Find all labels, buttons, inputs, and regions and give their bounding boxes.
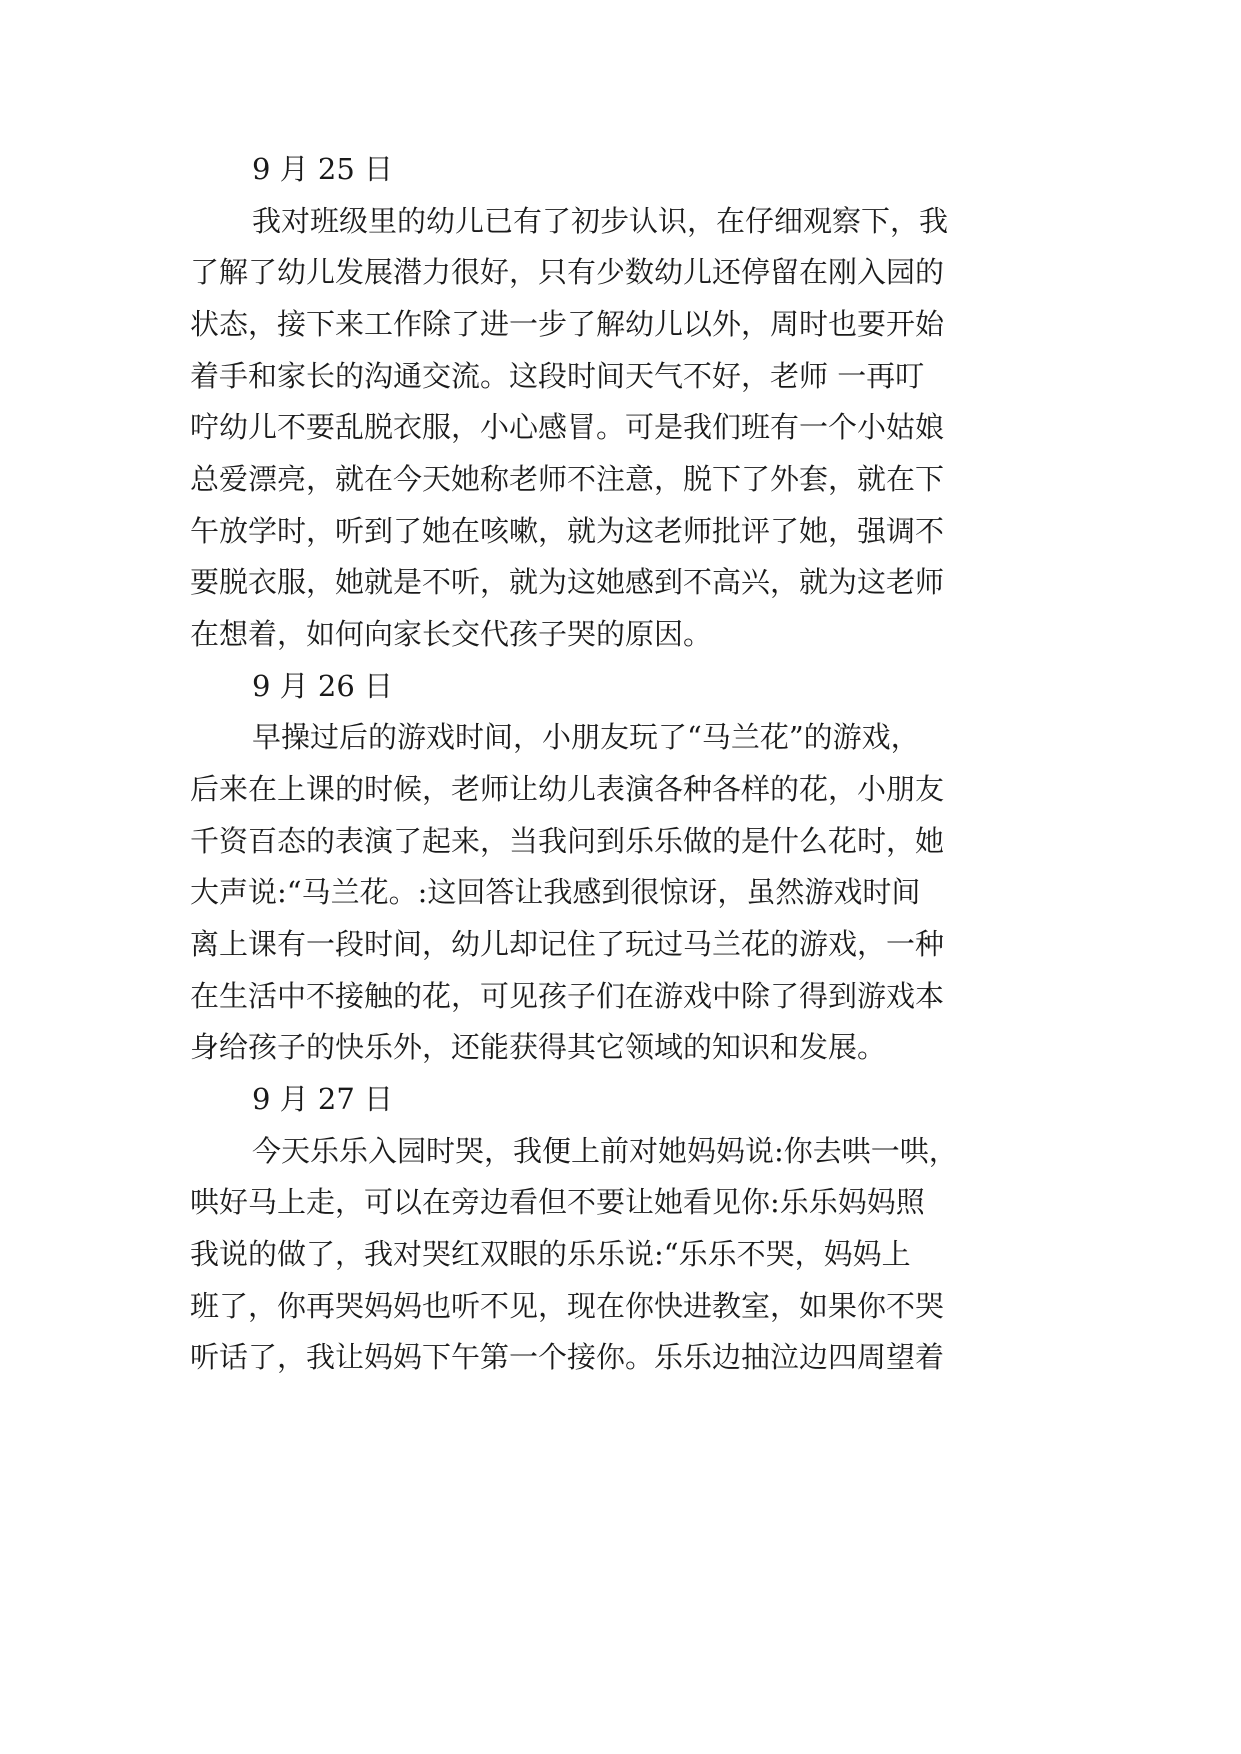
paragraph-line: 大声说:“马兰花。:这回答让我感到很惊讶，虽然游戏时间 [190,875,921,909]
paragraph-line: 在想着，如何向家长交代孩子哭的原因。 [190,617,713,651]
paragraph-line: 早操过后的游戏时间，小朋友玩了“马兰花”的游戏， [252,720,920,754]
paragraph-line: 状态，接下来工作除了进一步了解幼儿以外，周时也要开始 [190,307,945,341]
paragraph-line: 班了，你再哭妈妈也听不见，现在你快进教室，如果你不哭 [190,1289,945,1323]
entry-date: 9 月 25 日 [252,152,394,186]
paragraph-line: 要脱衣服，她就是不听，就为这她感到不高兴，就为这老师 [190,565,945,599]
paragraph-line: 总爱漂亮，就在今天她称老师不注意，脱下了外套，就在下 [190,462,945,496]
paragraph-line: 午放学时，听到了她在咳嗽，就为这老师批评了她，强调不 [190,514,945,548]
paragraph-line: 了解了幼儿发展潜力很好，只有少数幼儿还停留在刚入园的 [190,255,945,289]
paragraph-line: 身给孩子的快乐外，还能获得其它领域的知识和发展。 [190,1030,887,1064]
paragraph-line: 哄好马上走，可以在旁边看但不要让她看见你:乐乐妈妈照 [190,1185,925,1219]
paragraph-line: 离上课有一段时间，幼儿却记住了玩过马兰花的游戏，一种 [190,927,945,961]
paragraph-line: 听话了，我让妈妈下午第一个接你。乐乐边抽泣边四周望着 [190,1340,945,1374]
entry-date: 9 月 27 日 [252,1082,394,1116]
paragraph-line: 我对班级里的幼儿已有了初步认识，在仔细观察下，我 [252,204,949,238]
paragraph-line: 千资百态的表演了起来，当我问到乐乐做的是什么花时，她 [190,824,945,858]
paragraph-line: 咛幼儿不要乱脱衣服，小心感冒。可是我们班有一个小姑娘 [190,410,945,444]
paragraph-line: 我说的做了，我对哭红双眼的乐乐说:“乐乐不哭，妈妈上 [190,1237,911,1271]
paragraph-line: 后来在上课的时候，老师让幼儿表演各种各样的花，小朋友 [190,772,945,806]
paragraph-line: 着手和家长的沟通交流。这段时间天气不好，老师 一再叮 [190,359,925,393]
paragraph-line: 今天乐乐入园时哭，我便上前对她妈妈说:你去哄一哄， [252,1134,958,1168]
entry-date: 9 月 26 日 [252,669,394,703]
paragraph-line: 在生活中不接触的花，可见孩子们在游戏中除了得到游戏本 [190,979,945,1013]
